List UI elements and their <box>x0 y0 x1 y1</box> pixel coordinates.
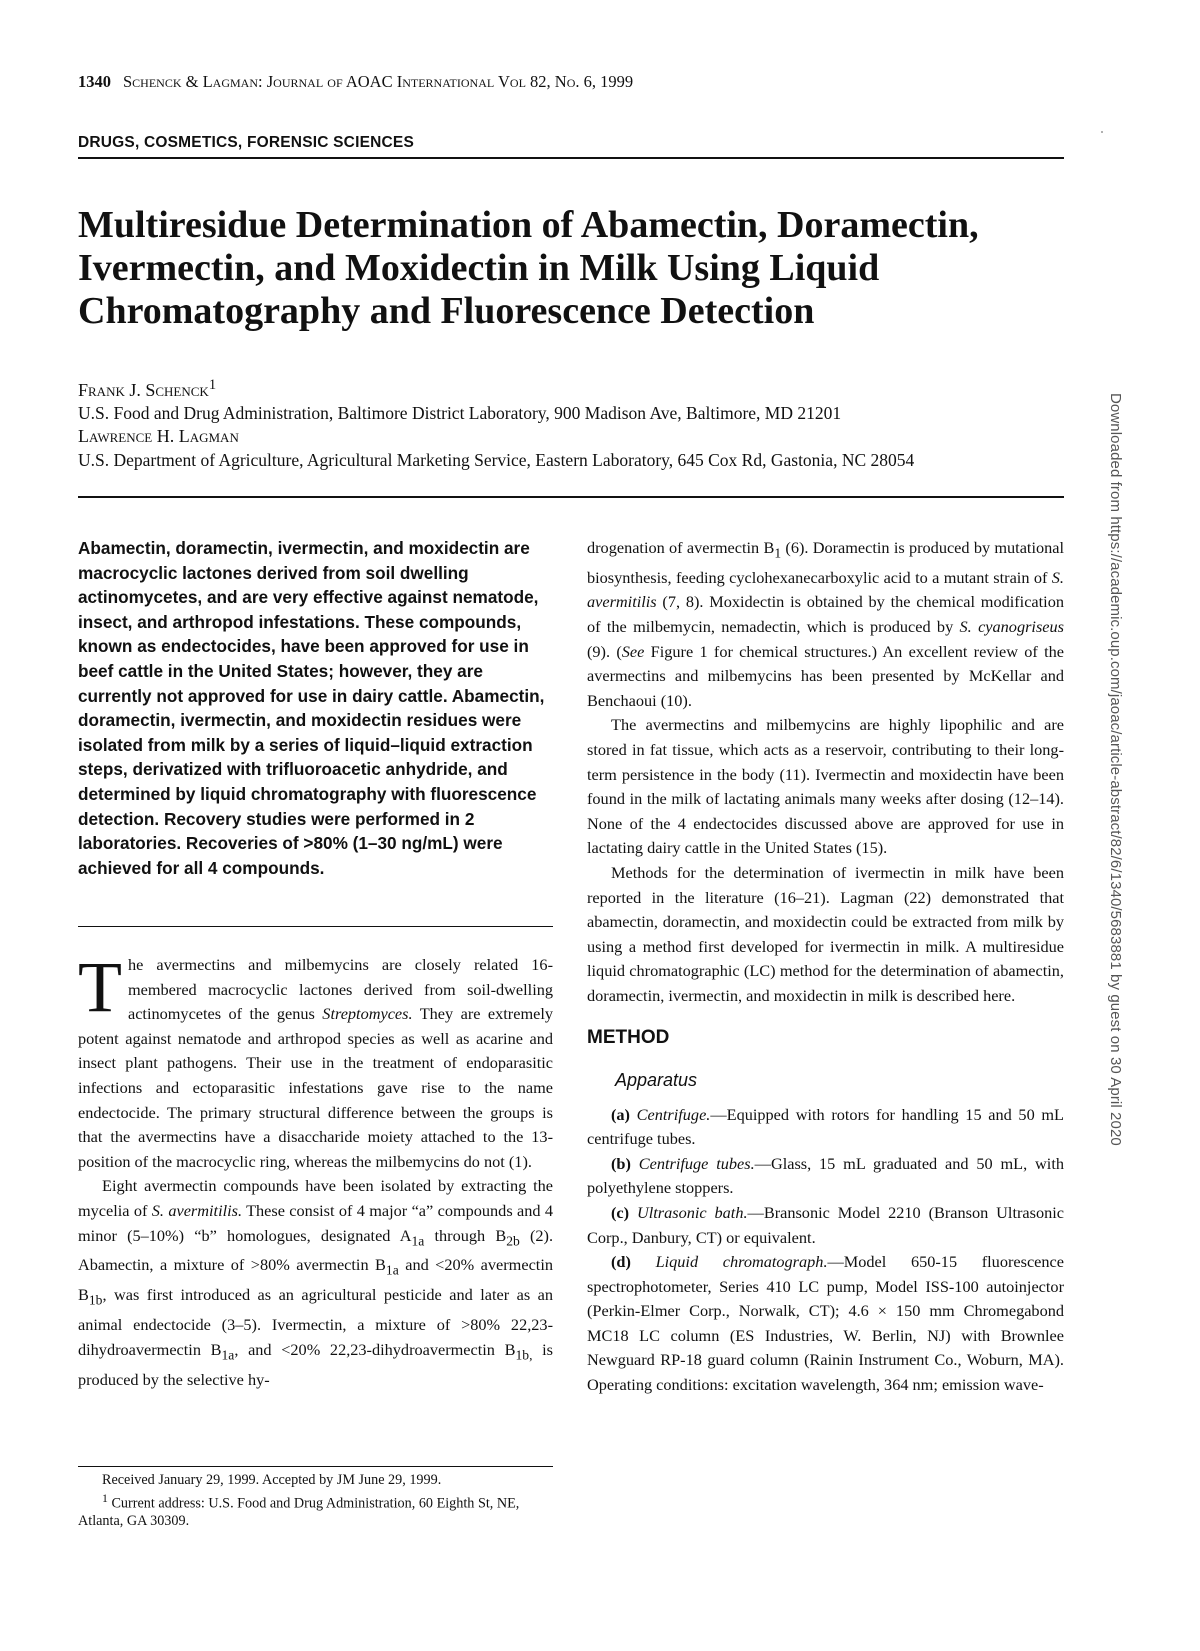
apparatus-item: (c) Ultrasonic bath.—Bransonic Model 2210 (Branson Ultrasonic Corp., Danbury, CT) or equivalent. <box>587 1202 1064 1247</box>
body-paragraph: Eight avermectin compounds have been isolated by extracting the mycelia of S. avermitilis. These consist of 4 major “a” compounds and 4 minor (5–10%) “b” homologues, designated $A_{1a}$ through $B_{2b}$ (2). Abamectin, a mixture of >80% avermectin $B_{1a}$ and <20% avermectin $B_{1b}$, was first introduced as an agricultural pesticide and later as an animal endectocide (3–5). Ivermectin, a mixture of >80% 22,23-dihydroavermectin $B_{1a}$, and <20% 22,23-dihydroavermectin $B_{1b,}$ is produced by the selective hy- <box>78 1176 554 1389</box>
body-column-right <box>587 536 1064 1398</box>
author-block <box>78 374 1078 472</box>
abstract-rule <box>78 926 553 927</box>
running-head <box>78 72 778 92</box>
running-head-journal: Journal of AOAC International Vol 82, No. 6, 1999 <box>266 72 634 91</box>
received-note: Received January 29, 1999. Accepted by JM June 29, 1999. <box>102 1472 442 1488</box>
body-paragraph: drogenation of avermectin $B_1$ (6). Doramectin is produced by mutational biosynthesis, feeding cyclohexanecarboxylic acid to a mutant strain of S. avermitilis (7, 8). Moxidectin is obtained by the chemical modification of the milbemycin, nemadectin, which is produced by S. cyanogriseus (9). (See Figure 1 for chemical structures.) An excellent review of the avermectins and milbemycins has been presented by McKellar and Benchaoui (10). <box>587 538 1065 710</box>
author-name: Frank J. Schenck$^1$ <box>78 377 217 400</box>
intro-paragraph: The avermectins and milbemycins are closely related 16-membered macrocyclic lactones derived from soil-dwelling actinomycetes of the genus Streptomyces. They are extremely potent against nematode and arthropod species as well as acarine and insect plant pathogens. Their use in the treatment of endoparasitic infections and ectoparasitic infestations gave rise to the name endectocide. The primary structural difference between the groups is that the avermectins have a disaccharide moiety attached to the 13-position of the macrocyclic ring, whereas the milbemycins do not (1). <box>78 947 554 1171</box>
body-paragraph: The avermectins and milbemycins are highly lipophilic and are stored in fat tissue, which acts as a reservoir, contributing to their long-term persistence in the body (11). Ivermectin and moxidectin have been found in the milk of lactating animals many weeks after dosing (12–14). None of the 4 endectocides discussed above are approved for use in lactating dairy cattle in the United States (15). <box>587 715 1064 858</box>
title-line: Chromatography and Fluorescence Detection <box>78 290 815 332</box>
drop-cap: T <box>78 947 122 1027</box>
title-line: Ivermectin, and Moxidectin in Milk Using Liquid <box>78 247 880 289</box>
footnote-rule <box>78 1466 553 1467</box>
header-rule <box>78 157 1064 159</box>
download-watermark: Downloaded from https://academic.oup.com/jaoac/article-abstract/82/6/1340/5683881 by guest on 30 April 2020 <box>1107 393 1124 1146</box>
author-footnote-marker: 1 <box>208 377 217 393</box>
article-title <box>78 204 1078 333</box>
apparatus-heading: Apparatus <box>615 1069 698 1090</box>
footnotes <box>78 1472 553 1530</box>
section-label: DRUGS, COSMETICS, FORENSIC SCIENCES <box>78 134 414 151</box>
abstract: Abamectin, doramectin, ivermectin, and moxidectin are macrocyclic lactones derived from soil dwelling actinomycetes, and are very effective against nematode, insect, and arthropod infestations. These compounds, known as endectocides, have been approved for use in beef cattle in the United States; however, they are currently not approved for use in dairy cattle. Abamectin, doramectin, ivermectin, and moxidectin residues were isolated from milk by a series of liquid–liquid extraction steps, derivatized with trifluoroacetic anhydride, and determined by liquid chromatography with fluorescence detection. Recovery studies were performed in 2 laboratories. Recoveries of >80% (1–30 ng/mL) were achieved for all 4 compounds. <box>78 538 545 878</box>
apparatus-item: (a) Centrifuge.—Equipped with rotors for handling 15 and 50 mL centrifuge tubes. <box>587 1104 1064 1149</box>
author-affiliation: U.S. Department of Agriculture, Agricultural Marketing Service, Eastern Laboratory, 645 Cox Rd, Gastonia, NC 28054 <box>78 449 915 470</box>
page-number: 1340 <box>78 72 111 91</box>
method-heading: METHOD <box>587 1026 670 1048</box>
title-line: Multiresidue Determination of Abamectin, Doramectin, <box>78 204 979 246</box>
running-head-separator: : <box>258 72 267 91</box>
author-name: Lawrence H. Lagman <box>78 426 239 447</box>
apparatus-item: (b) Centrifuge tubes.—Glass, 15 mL graduated and 50 mL, with polyethylene stoppers. <box>587 1153 1064 1198</box>
body-column-left <box>78 947 554 1392</box>
author-affiliation: U.S. Food and Drug Administration, Baltimore District Laboratory, 900 Madison Ave, Baltimore, MD 21201 <box>78 403 842 424</box>
apparatus-item: (d) Liquid chromatograph.—Model 650-15 fluorescence spectrophotometer, Series 410 LC pump, Model ISS-100 autoinjector (Perkin-Elmer Corp., Norwalk, CT); 4.6 × 150 mm Chromegabond MC18 LC column (ES Industries, W. Berlin, NJ) with Brownlee Newguard RP-18 guard column (Rainin Instrument Co., Woburn, MA). Operating conditions: excitation wavelength, 364 nm; emission wave- <box>587 1252 1064 1395</box>
address-footnote: $^1$ Current address: U.S. Food and Drug Administration, 60 Eighth St, NE, Atlanta, GA 30309. <box>78 1490 520 1529</box>
running-head-authors: Schenck & Lagman <box>123 72 259 91</box>
body-paragraph: Methods for the determination of ivermectin in milk have been reported in the literature (16–21). Lagman (22) demonstrated that abamectin, doramectin, and moxidectin could be extracted from milk by using a method first developed for ivermectin in milk. A multiresidue liquid chromatographic (LC) method for the determination of abamectin, doramectin, ivermectin, and moxidectin in milk is described here. <box>587 862 1064 1005</box>
author-rule <box>78 496 1064 498</box>
scan-speck <box>1101 131 1103 133</box>
